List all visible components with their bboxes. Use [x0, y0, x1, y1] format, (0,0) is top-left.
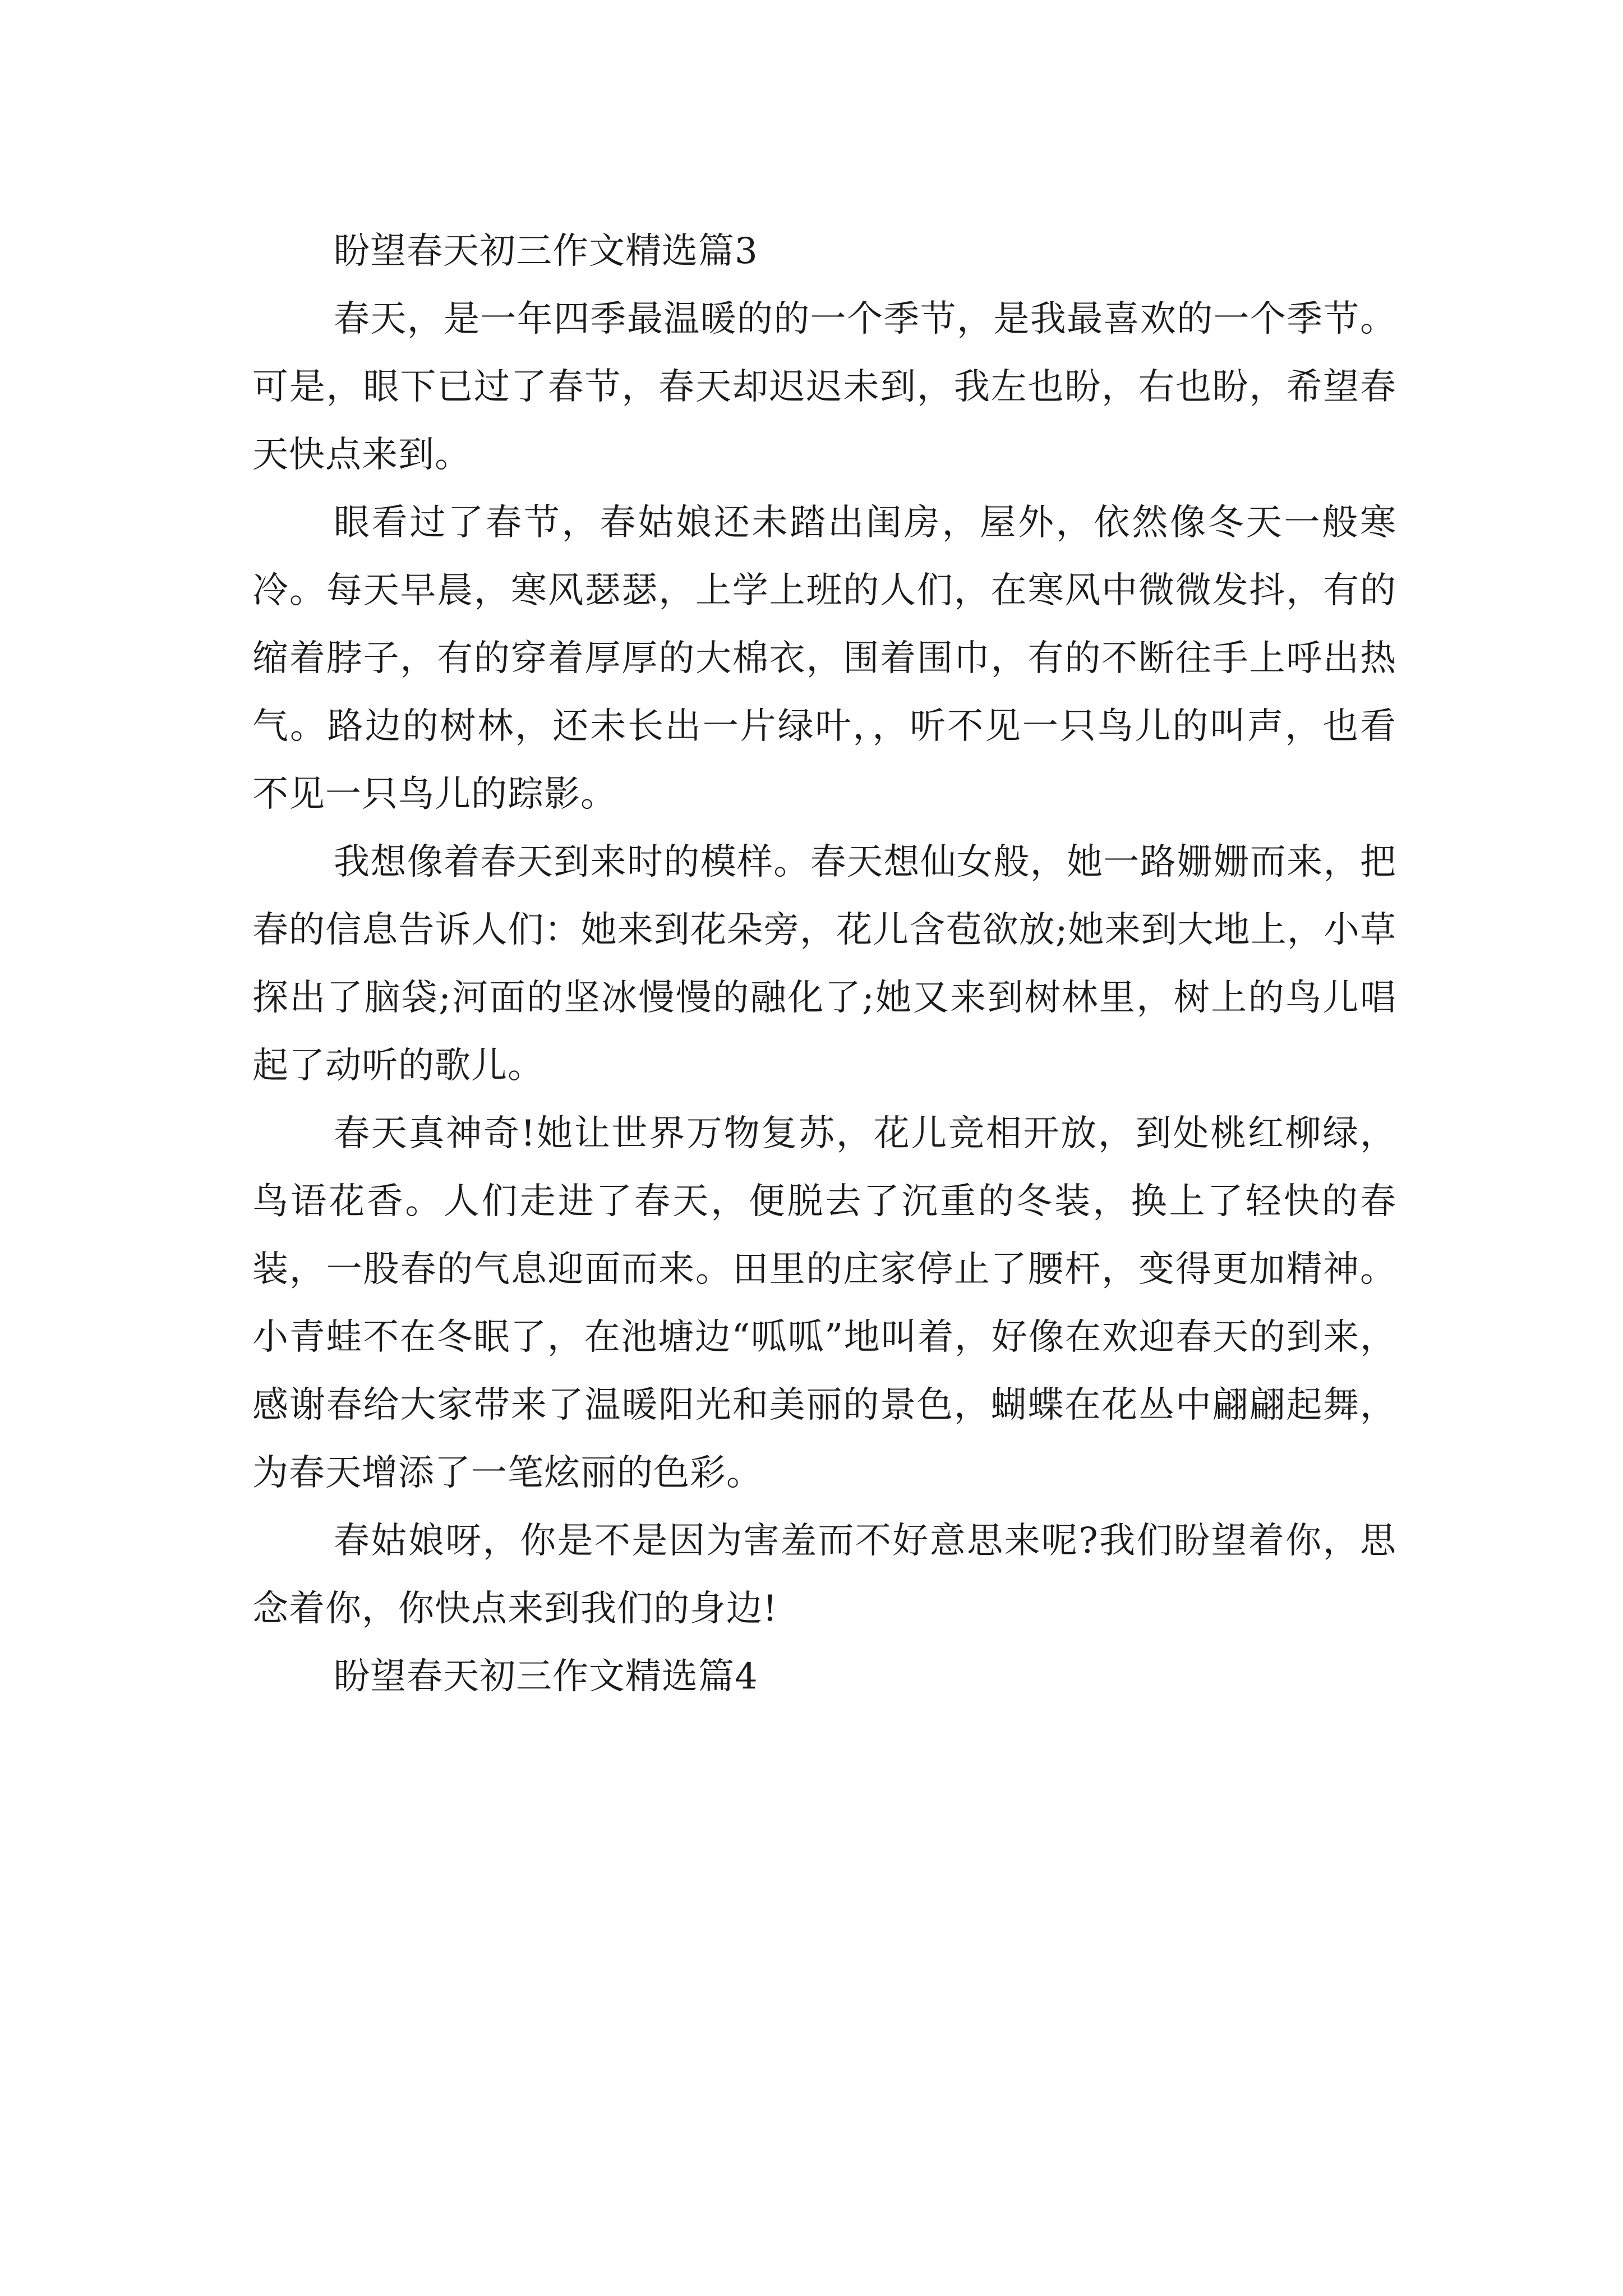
paragraph-3: 我想像着春天到来时的模样。春天想仙女般，她一路姗姗而来，把春的信息告诉人们：她来到花朵旁，花儿含苞欲放;她来到大地上，小草探出了脑袋;河面的坚冰慢慢的融化了;她又来到树林里，树上的鸟儿唱起了动听的歌儿。 [252, 841, 1396, 1087]
section-heading-3: 盼望春天初三作文精选篇3 [334, 231, 758, 272]
document-body [252, 218, 1396, 1711]
paragraph-2: 眼看过了春节，春姑娘还未踏出闺房，屋外，依然像冬天一般寒冷。每天早晨，寒风瑟瑟，上学上班的人们，在寒风中微微发抖，有的缩着脖子，有的穿着厚厚的大棉衣，围着围巾，有的不断往手上呼出热气。路边的树林，还未长出一片绿叶，，听不见一只鸟儿的叫声，也看不见一只鸟儿的踪影。 [252, 502, 1396, 815]
section-heading-4: 盼望春天初三作文精选篇4 [334, 1656, 758, 1697]
paragraph-4: 春天真神奇!她让世界万物复苏，花儿竞相开放，到处桃红柳绿，鸟语花香。人们走进了春天，便脱去了沉重的冬装，换上了轻快的春装，一股春的气息迎面而来。田里的庄家停止了腰杆，变得更加精神。小青蛙不在冬眠了，在池塘边“呱呱”地叫着，好像在欢迎春天的到来，感谢春给大家带来了温暖阳光和美丽的景色，蝴蝶在花丛中翩翩起舞，为春天增添了一笔炫丽的色彩。 [252, 1113, 1396, 1494]
paragraph-1: 春天，是一年四季最温暖的的一个季节，是我最喜欢的一个季节。可是，眼下已过了春节，春天却迟迟未到，我左也盼，右也盼，希望春天快点来到。 [252, 298, 1396, 476]
paragraph-5: 春姑娘呀，你是不是因为害羞而不好意思来呢?我们盼望着你，思念着你，你快点来到我们的身边! [252, 1520, 1396, 1630]
